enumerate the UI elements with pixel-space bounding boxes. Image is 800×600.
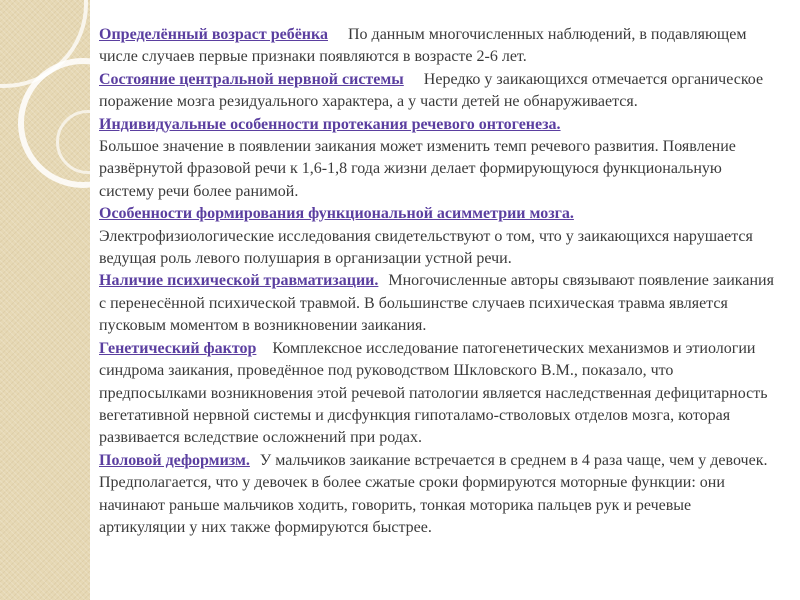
factor-text-genetic: Комплексное исследование патогенетических механизмов и этиологии синдрома заикания, проведённое под руководством Шкловского В.М., показало, что предпосылками возникновения этой речевой патологии является наследственная дефицитарность вегетативной нервной системы и дисфункция гипоталамо-стволовых отделов мозга, которая развивается вследствие осложнений при родах. xyxy=(99,339,768,447)
factor-paragraph-age xyxy=(99,24,779,69)
factor-heading-age: Определённый возраст ребёнка xyxy=(99,26,328,43)
factor-text-ontogenesis: Большое значение в появлении заикания может изменить темп речевого развития. Появление развёрнутой фразовой речи к 1,6-1,8 года жизни делает формирующуюся функциональную систему речи более ранимой. xyxy=(99,138,736,200)
factor-text-gender: У мальчиков заикание встречается в среднем в 4 раза чаще, чем у девочек. Предполагается, что у девочек в более сжатые сроки формируются моторные функции: они начинают раньше мальчиков ходить, говорить, тонкая моторика пальцев рук и речевые артикуляции у них также формируются быстрее. xyxy=(99,451,768,536)
factor-paragraph-ontogenesis xyxy=(99,114,779,204)
factor-paragraph-cns xyxy=(99,69,779,114)
factor-heading-genetic: Генетический фактор xyxy=(99,339,257,357)
factor-paragraph-trauma xyxy=(99,270,779,337)
factor-text-asymmetry: Электрофизиологические исследования свидетельствуют о том, что у заикающихся нарушается ведущая роль левого полушария в организации устной речи. xyxy=(99,227,753,268)
factor-heading-trauma: Наличие психической травматизации. xyxy=(99,272,379,290)
factor-text-trauma: Многочисленные авторы связывают появление заикания с перенесённой психической травмой. В большинстве случаев психическая травма является пусковым моментом в возникновении заикания. xyxy=(99,272,774,335)
slide-body xyxy=(99,24,779,539)
factor-heading-asymmetry: Особенности формирования функциональной асимметрии мозга. xyxy=(99,205,574,223)
factor-text-age: По данным многочисленных наблюдений, в подавляющем числе случаев первые признаки появляются в возрасте 2-6 лет. xyxy=(99,26,747,66)
factor-heading-gender: Половой деформизм. xyxy=(99,451,250,469)
factor-heading-cns: Состояние центральной нервной системы xyxy=(99,70,404,88)
factor-text-cns: Нередко у заикающихся отмечается органическое поражение мозга резидуального характера, а у части детей не обнаруживается. xyxy=(99,70,764,111)
factor-paragraph-genetic xyxy=(99,338,779,450)
factor-paragraph-gender xyxy=(99,450,779,540)
factor-paragraph-asymmetry xyxy=(99,203,779,270)
factor-heading-ontogenesis: Индивидуальные особенности протекания речевого онтогенеза. xyxy=(99,115,561,133)
